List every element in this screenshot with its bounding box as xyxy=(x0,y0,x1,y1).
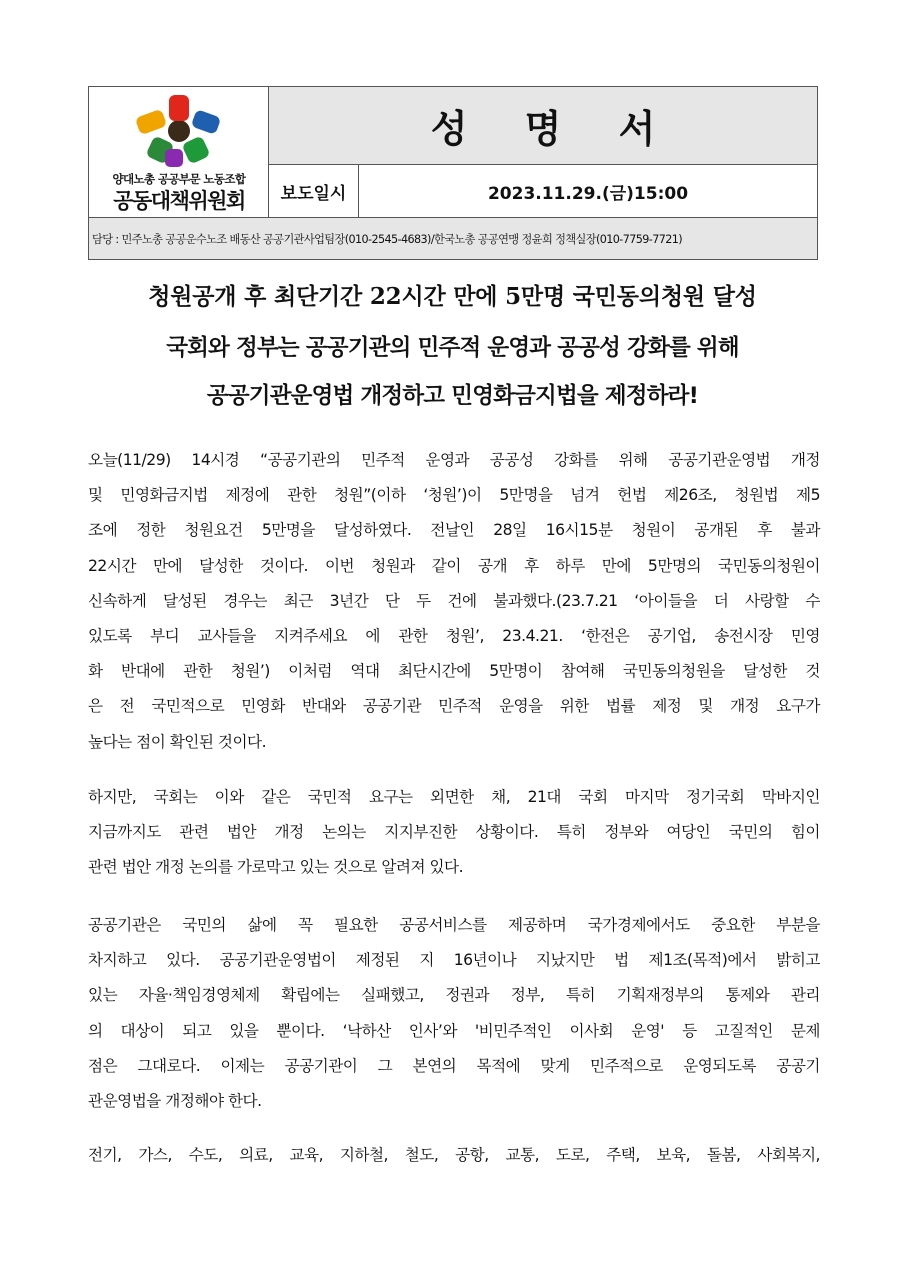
paragraph-line: 하지만, 국회는 이와 같은 국민적 요구는 외면한 채, 21대 국회 마지막 정기국회 막바지인 xyxy=(88,788,820,806)
paragraph-line: 관련 법안 개정 논의를 가로막고 있는 것으로 알려져 있다. xyxy=(88,858,464,877)
paragraph-line: 있도록 부디 교사들을 지켜주세요 에 관한 청원’, 23.4.21. ‘한전은 공기업, 송전시장 민영 xyxy=(88,627,820,646)
joined-fists-logo-icon xyxy=(125,93,233,171)
title-cell xyxy=(269,87,817,165)
body-paragraph-4 xyxy=(88,1138,820,1173)
paragraph-line: 및 민영화금지법 제정에 관한 청원”(이하 ‘청원’)이 5만명을 넘겨 헌법 제26조, 청원법 제5 xyxy=(88,486,820,505)
paragraph-line: 있는 자율·책임경영체제 확립에는 실패했고, 정권과 정부, 특히 기획재정부의 통제와 관리 xyxy=(88,986,820,1005)
headline-1: 청원공개 후 최단기간 22시간 만에 5만명 국민동의청원 달성 xyxy=(148,283,757,310)
header-table xyxy=(88,86,818,260)
body-paragraph-2 xyxy=(88,780,820,886)
release-date-value: 2023.11.29.(금)15:00 xyxy=(487,183,689,204)
body-paragraph-3 xyxy=(88,908,820,1119)
paragraph-line: 공공기관은 국민의 삶에 꼭 필요한 공공서비스를 제공하며 국가경제에서도 중요한 부분을 xyxy=(88,916,820,934)
paragraph-line: 22시간 만에 달성한 것이다. 이번 청원과 같이 공개 후 하루 만에 5만명의 국민동의청원이 xyxy=(88,556,820,575)
paragraph-line: 의 대상이 되고 있을 뿐이다. ‘낙하산 인사’와 '비민주적인 이사회 운영' 등 고질적인 문제 xyxy=(88,1021,820,1040)
paragraph-line: 조에 정한 청원요건 5만명을 달성하였다. 전날인 28일 16시15분 청원이 공개된 후 불과 xyxy=(88,521,820,540)
headline-3: 공공기관운영법 개정하고 민영화금지법을 제정하라! xyxy=(206,383,699,409)
logo-cell xyxy=(89,87,269,217)
release-date-label: 보도일시 xyxy=(269,165,359,217)
contact-info: 담당 : 민주노총 공공운수노조 배동산 공공기관사업팀장(010-2545-4683)/한국노총 공공연맹 정윤희 정책실장(010-7759-7721) xyxy=(89,217,817,259)
paragraph-line: 신속하게 달성된 경우는 최근 3년간 단 두 건에 불과했다.(23.7.21 ‘아이들을 더 사랑할 수 xyxy=(88,591,820,610)
paragraph-line: 오늘(11/29) 14시경 “공공기관의 민주적 운영과 공공성 강화를 위해 공공기관운영법 개정 xyxy=(88,451,820,469)
paragraph-line: 높다는 점이 확인된 것이다. xyxy=(88,732,267,751)
paragraph-line: 점은 그대로다. 이제는 공공기관이 그 본연의 목적에 맞게 민주적으로 운영되도록 공공기 xyxy=(88,1056,820,1075)
headline-2: 국회와 정부는 공공기관의 민주적 운영과 공공성 강화를 위해 xyxy=(166,335,739,361)
paragraph-line: 차지하고 있다. 공공기관운영법이 제정된 지 16년이나 지났지만 법 제1조(목적)에서 밝히고 xyxy=(88,951,820,970)
paragraph-line: 관운영법을 개정해야 한다. xyxy=(88,1092,262,1111)
paragraph-line: 전기, 가스, 수도, 의료, 교육, 지하철, 철도, 공항, 교통, 도로, 주택, 보육, 돌봄, 사회복지, xyxy=(88,1146,820,1164)
paragraph-line: 은 전 국민적으로 민영화 반대와 공공기관 민주적 운영을 위한 법률 제정 및 개정 요구가 xyxy=(88,697,820,716)
logo-org-name: 공동대책위원회 xyxy=(113,189,245,213)
body-paragraph-1 xyxy=(88,443,820,760)
paragraph-line: 화 반대에 관한 청원’) 이처럼 역대 최단시간에 5만명이 참여해 국민동의청원을 달성한 것 xyxy=(88,662,820,681)
logo-org-subtitle: 양대노총 공공부문 노동조합 xyxy=(112,172,246,186)
paragraph-line: 지금까지도 관련 법안 개정 논의는 지지부진한 상황이다. 특히 정부와 여당인 국민의 힘이 xyxy=(88,823,820,842)
document-title: 성 명 서 xyxy=(430,107,678,151)
